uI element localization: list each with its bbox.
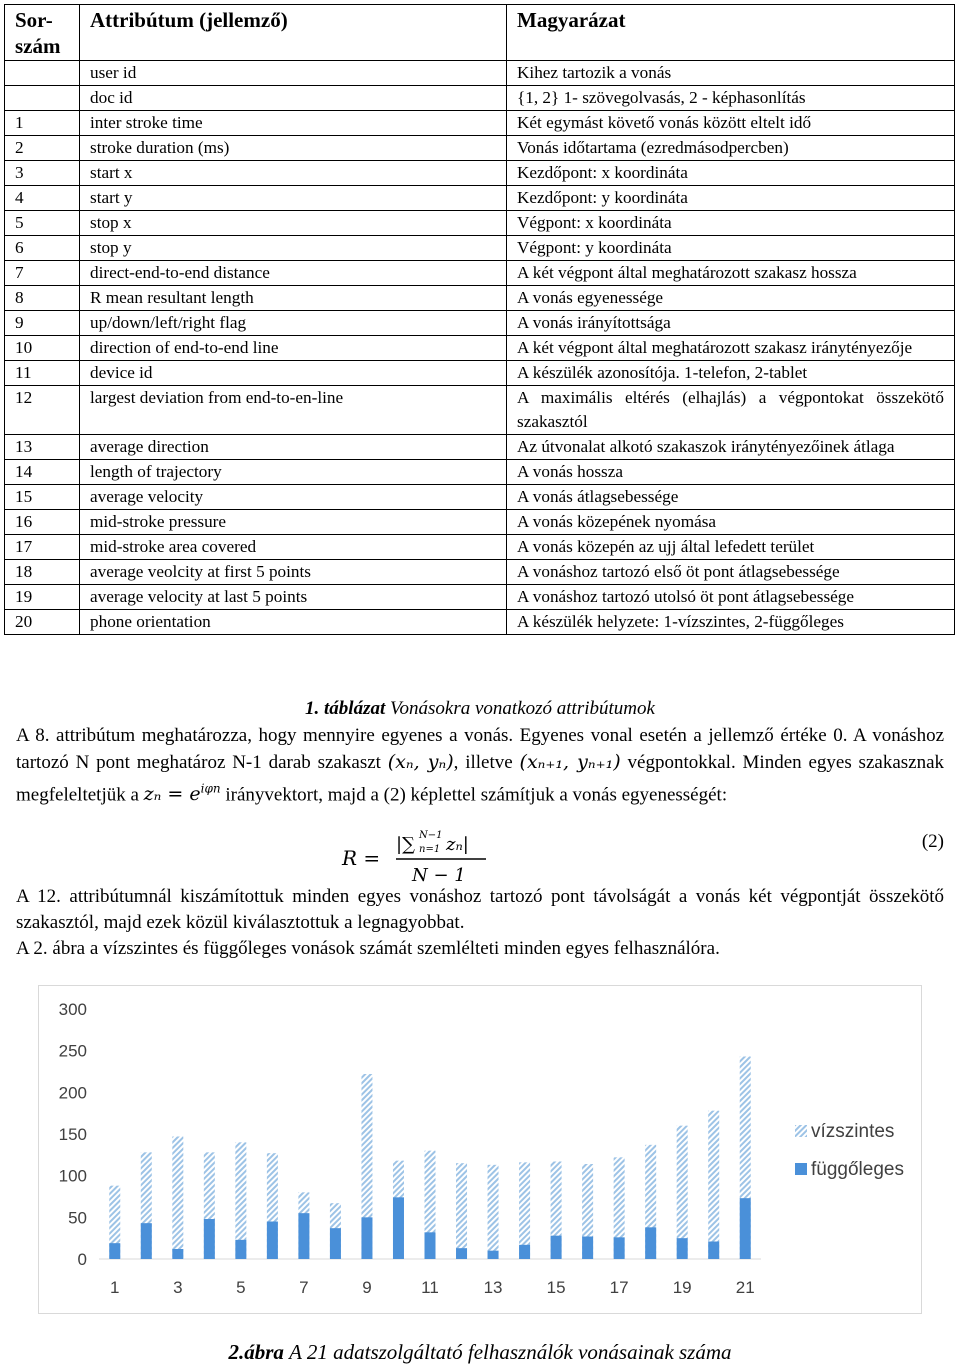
row-attribute: mid-stroke area covered [80,535,507,560]
row-explanation: A két végpont által meghatározott szakasz hossza [507,261,955,286]
row-attribute: start y [80,186,507,211]
legend-swatch [795,1125,807,1137]
row-number: 16 [5,510,80,535]
row-explanation: Vonás időtartama (ezredmásodpercben) [507,136,955,161]
row-attribute: phone orientation [80,610,507,635]
bar-fuggoleges-16 [582,1237,593,1260]
row-number: 8 [5,286,80,311]
row-explanation: A vonáshoz tartozó utolsó öt pont átlagsebessége [507,585,955,610]
row-explanation: A vonáshoz tartozó első öt pont átlagsebessége [507,560,955,585]
table-row [5,510,955,535]
row-number: 6 [5,236,80,261]
row-number: 12 [5,386,80,435]
formula-r [340,829,490,885]
figure-caption [0,1340,960,1365]
x-tick-label: 17 [609,1278,629,1297]
bar-fuggoleges-4 [204,1219,215,1259]
table-row [5,136,955,161]
bar-fuggoleges-10 [393,1197,404,1259]
row-attribute: direct-end-to-end distance [80,261,507,286]
bar-fuggoleges-21 [740,1198,751,1259]
bar-fuggoleges-2 [141,1223,152,1259]
row-explanation: Kihez tartozik a vonás [507,61,955,86]
paragraph-figure-ref: A 2. ábra a vízszintes és függőleges vonások számát szemlélteti minden egyes felhasználóra. [16,938,720,959]
x-tick-label: 21 [735,1278,755,1297]
row-attribute: direction of end-to-end line [80,336,507,361]
table-row [5,61,955,86]
bar-fuggoleges-5 [235,1240,246,1259]
x-tick-label: 3 [173,1278,183,1297]
bar-fuggoleges-18 [645,1227,656,1259]
row-explanation: A vonás közepén az ujj által lefedett terület [507,535,955,560]
row-number: 20 [5,610,80,635]
row-attribute: stop y [80,236,507,261]
row-attribute: stop x [80,211,507,236]
header-attribute: Attribútum (jellemző) [80,5,507,61]
row-number: 13 [5,435,80,460]
y-tick-label: 150 [58,1125,87,1144]
row-number: 18 [5,560,80,585]
x-tick-label: 19 [672,1278,692,1297]
bar-vizszintes-13 [488,1165,499,1259]
table-row [5,585,955,610]
table-caption-text: Vonásokra vonatkozó attribútumok [390,698,655,719]
row-number: 7 [5,261,80,286]
y-tick-label: 100 [58,1166,87,1186]
row-attribute: average velocity [80,485,507,510]
row-attribute: average direction [80,435,507,460]
table-row [5,435,955,460]
bar-fuggoleges-9 [361,1217,372,1259]
x-tick-label: 11 [421,1278,439,1297]
paragraph-text-2: , illetve [453,752,513,773]
formula-sum: |∑ [396,834,415,855]
row-number: 9 [5,311,80,336]
chart-svg [39,986,921,1313]
row-explanation: Végpont: y koordináta [507,236,955,261]
bar-vizszintes-12 [456,1163,467,1259]
table-row [5,560,955,585]
formula-sum-bottom: n=1 [419,844,441,855]
row-explanation: A vonás közepének nyomása [507,510,955,535]
table-row [5,261,955,286]
table-header-row [5,5,955,61]
row-attribute: doc id [80,86,507,111]
row-number: 14 [5,460,80,485]
bar-vizszintes-20 [708,1111,719,1259]
segment-end-point: (xₙ₊₁, yₙ₊₁) [519,751,621,773]
row-number: 3 [5,161,80,186]
row-explanation: {1, 2} 1- szövegolvasás, 2 - képhasonlítás [507,86,955,111]
row-number: 10 [5,336,80,361]
legend-swatch [795,1163,807,1175]
bar-fuggoleges-19 [677,1238,688,1259]
y-tick-label: 300 [58,1000,87,1019]
row-number: 1 [5,111,80,136]
header-explanation: Magyarázat [507,5,955,61]
legend-label: függőleges [811,1159,904,1180]
bar-fuggoleges-1 [109,1243,120,1259]
row-attribute: mid-stroke pressure [80,510,507,535]
paragraph-text-1: A 8. attribútum meghatározza, hogy mennyire egyenes a vonás. Egyenes vonal esetén a jellemző értéke 0. A vonáshoz tartozó N pont meghatároz N-1 darab szakaszt [16,725,944,773]
paragraph-text-4: irányvektort, majd a (2) képlettel számítjuk a vonás egyenességét: [225,784,728,806]
table-row [5,111,955,136]
segment-start-point: (xₙ, yₙ) [387,751,454,773]
formula-lhs: R = [342,846,381,870]
y-tick-label: 0 [77,1250,87,1269]
table-row [5,361,955,386]
row-number: 5 [5,211,80,236]
table-row [5,386,955,435]
table-caption-number: 1. táblázat [305,698,386,719]
row-explanation: A két végpont által meghatározott szakasz iránytényezője [507,336,955,361]
row-attribute: length of trajectory [80,460,507,485]
row-attribute: average veolcity at first 5 points [80,560,507,585]
row-explanation: Végpont: x koordináta [507,211,955,236]
row-explanation: A vonás irányítottsága [507,311,955,336]
row-attribute: inter stroke time [80,111,507,136]
x-tick-label: 5 [236,1278,246,1297]
equation-number: (2) [921,831,944,852]
x-tick-label: 13 [483,1278,503,1297]
row-attribute: user id [80,61,507,86]
table-row [5,211,955,236]
figure-caption-number: 2.ábra [228,1340,284,1364]
table-row [5,485,955,510]
row-attribute: start x [80,161,507,186]
bar-fuggoleges-12 [456,1248,467,1259]
row-explanation: Kezdőpont: y koordináta [507,186,955,211]
row-attribute: R mean resultant length [80,286,507,311]
row-explanation: A készülék azonosítója. 1-telefon, 2-tablet [507,361,955,386]
bar-fuggoleges-15 [551,1236,562,1259]
row-number: 17 [5,535,80,560]
table-row [5,286,955,311]
table-caption [0,698,960,720]
table-row [5,610,955,635]
bar-fuggoleges-20 [708,1242,719,1260]
table-row [5,336,955,361]
table-row [5,186,955,211]
table-row [5,311,955,336]
row-attribute: device id [80,361,507,386]
formula-denominator: N − 1 [412,865,466,885]
formula-sum-top: N−1 [419,830,443,841]
bar-fuggoleges-14 [519,1245,530,1259]
y-tick-label: 50 [68,1208,87,1228]
bar-fuggoleges-11 [425,1232,436,1259]
attribute-table [4,4,955,635]
legend-label: vízszintes [811,1121,895,1142]
table-body [5,61,955,635]
paragraph-straightness [16,723,944,808]
row-number [5,61,80,86]
row-attribute: largest deviation from end-to-en-line [80,386,507,435]
paragraph-deviation: A 12. attribútumnál kiszámítottuk minden egyes vonáshoz tartozó pont távolságát a vonás két végpontját összekötő szakasztól, majd ezek közül kiválasztottuk a legnagyobbat. [16,886,944,933]
table-row [5,236,955,261]
bar-fuggoleges-6 [267,1222,278,1260]
row-number: 11 [5,361,80,386]
x-tick-label: 9 [362,1278,372,1297]
bar-fuggoleges-3 [172,1249,183,1259]
table-row [5,460,955,485]
row-attribute: up/down/left/right flag [80,311,507,336]
row-explanation: Kezdőpont: x koordináta [507,161,955,186]
bar-fuggoleges-17 [614,1237,625,1259]
x-tick-label: 7 [299,1278,309,1297]
row-number: 4 [5,186,80,211]
row-number: 2 [5,136,80,161]
figure-caption-text: A 21 adatszolgáltató felhasználók vonásainak száma [289,1340,732,1364]
row-explanation: A vonás hossza [507,460,955,485]
table-row [5,86,955,111]
paragraph-text-3: végpontokkal. Minden egyes szakasznak megfeleltetjük a [16,752,945,806]
row-attribute: average velocity at last 5 points [80,585,507,610]
direction-vector: $z_n = e^{i\varphi n}$ [143,782,221,806]
row-number [5,86,80,111]
row-explanation: A maximális eltérés (elhajlás) a végpontokat összekötő szakasztól [507,386,955,435]
table-row [5,161,955,186]
bar-fuggoleges-7 [298,1213,309,1259]
row-number: 19 [5,585,80,610]
row-explanation: A vonás egyenessége [507,286,955,311]
stroke-count-chart [38,985,922,1314]
row-number: 15 [5,485,80,510]
row-explanation: Két egymást követő vonás között eltelt idő [507,111,955,136]
bar-vizszintes-14 [519,1162,530,1259]
row-explanation: A vonás átlagsebessége [507,485,955,510]
header-number: Sor-szám [5,5,80,61]
x-tick-label: 15 [546,1278,566,1297]
bar-vizszintes-3 [172,1137,183,1260]
table-row [5,535,955,560]
bar-fuggoleges-8 [330,1228,341,1259]
row-explanation: A készülék helyzete: 1-vízszintes, 2-függőleges [507,610,955,635]
row-attribute: stroke duration (ms) [80,136,507,161]
y-tick-label: 200 [58,1083,87,1103]
row-explanation: Az útvonalat alkotó szakaszok iránytényezőinek átlaga [507,435,955,460]
x-tick-label: 1 [110,1278,120,1297]
formula-sum-term: zₙ| [446,834,469,855]
bar-fuggoleges-13 [488,1251,499,1259]
y-tick-label: 250 [58,1041,87,1061]
